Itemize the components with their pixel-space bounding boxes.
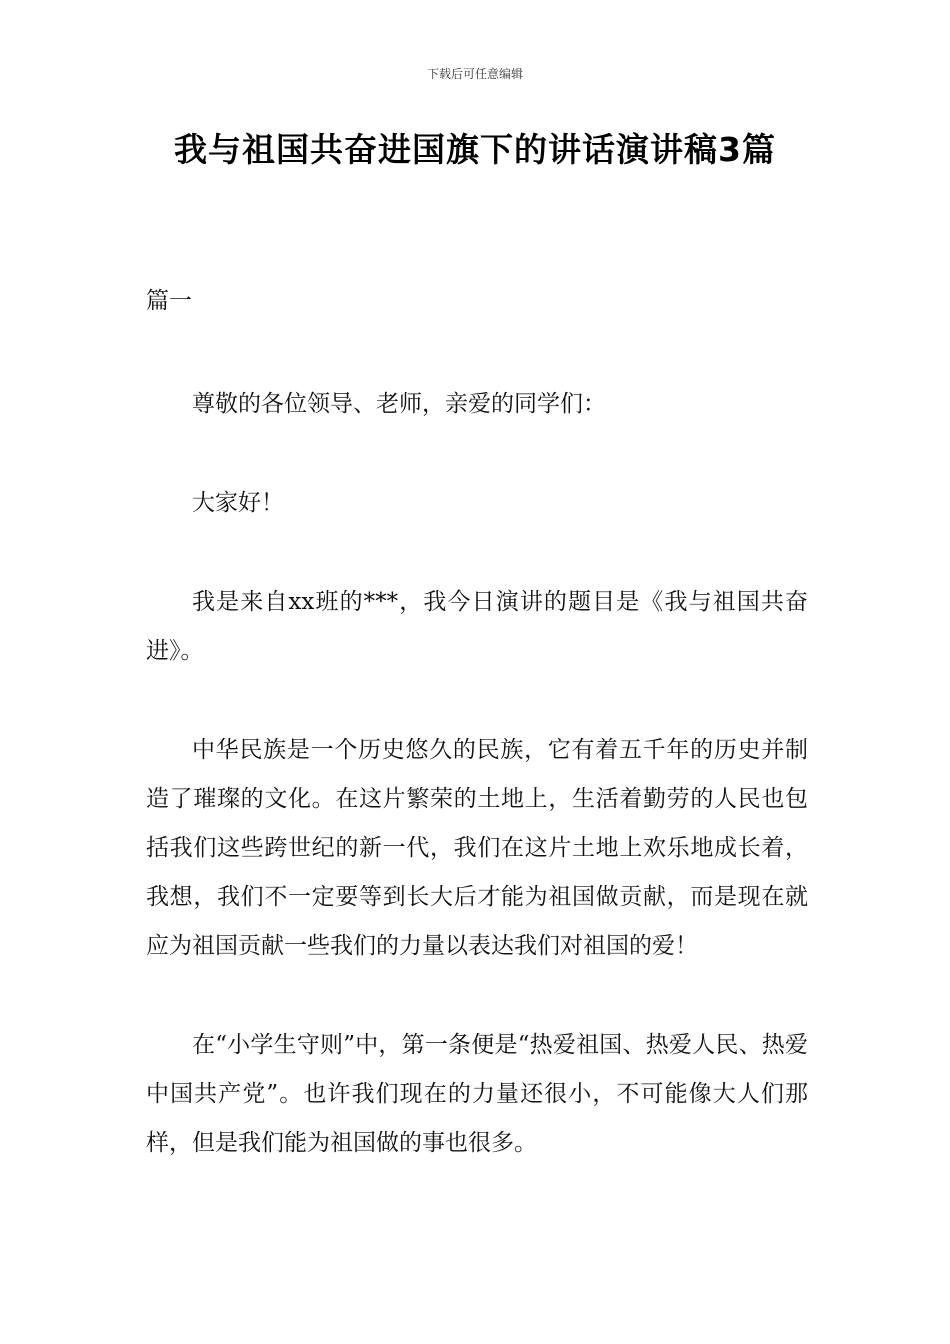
section-label: 篇一 [146,288,192,314]
paragraph-intro: 我是来自xx班的***，我今日演讲的题目是《我与祖国共奋进》。 [146,589,808,664]
document-title: 我与祖国共奋进国旗下的讲话演讲稿3篇 [174,130,776,169]
paragraph-greeting: 尊敬的各位领导、老师，亲爱的同学们： [192,391,606,417]
header-note: 下载后可任意编辑 [426,67,523,81]
document-body [146,277,808,1168]
paragraph-history: 中华民族是一个历史悠久的民族，它有着五千年的历史并制造了璀璨的文化。在这片繁荣的土地上，生活着勤劳的人民也包括我们这些跨世纪的新一代，我们在这片土地上欢乐地成长着，我想，我们不一定要等到长大后才能为祖国做贡献，而是现在就应为祖国贡献一些我们的力量以表达我们对祖国的爱！ [146,737,808,959]
paragraph-hello: 大家好！ [192,490,284,516]
paragraph-rules: 在“小学生守则”中，第一条便是“热爱祖国、热爱人民、热爱中国共产党”。也许我们现在的力量还很小，不可能像大人们那样，但是我们能为祖国做的事也很多。 [146,1032,808,1156]
